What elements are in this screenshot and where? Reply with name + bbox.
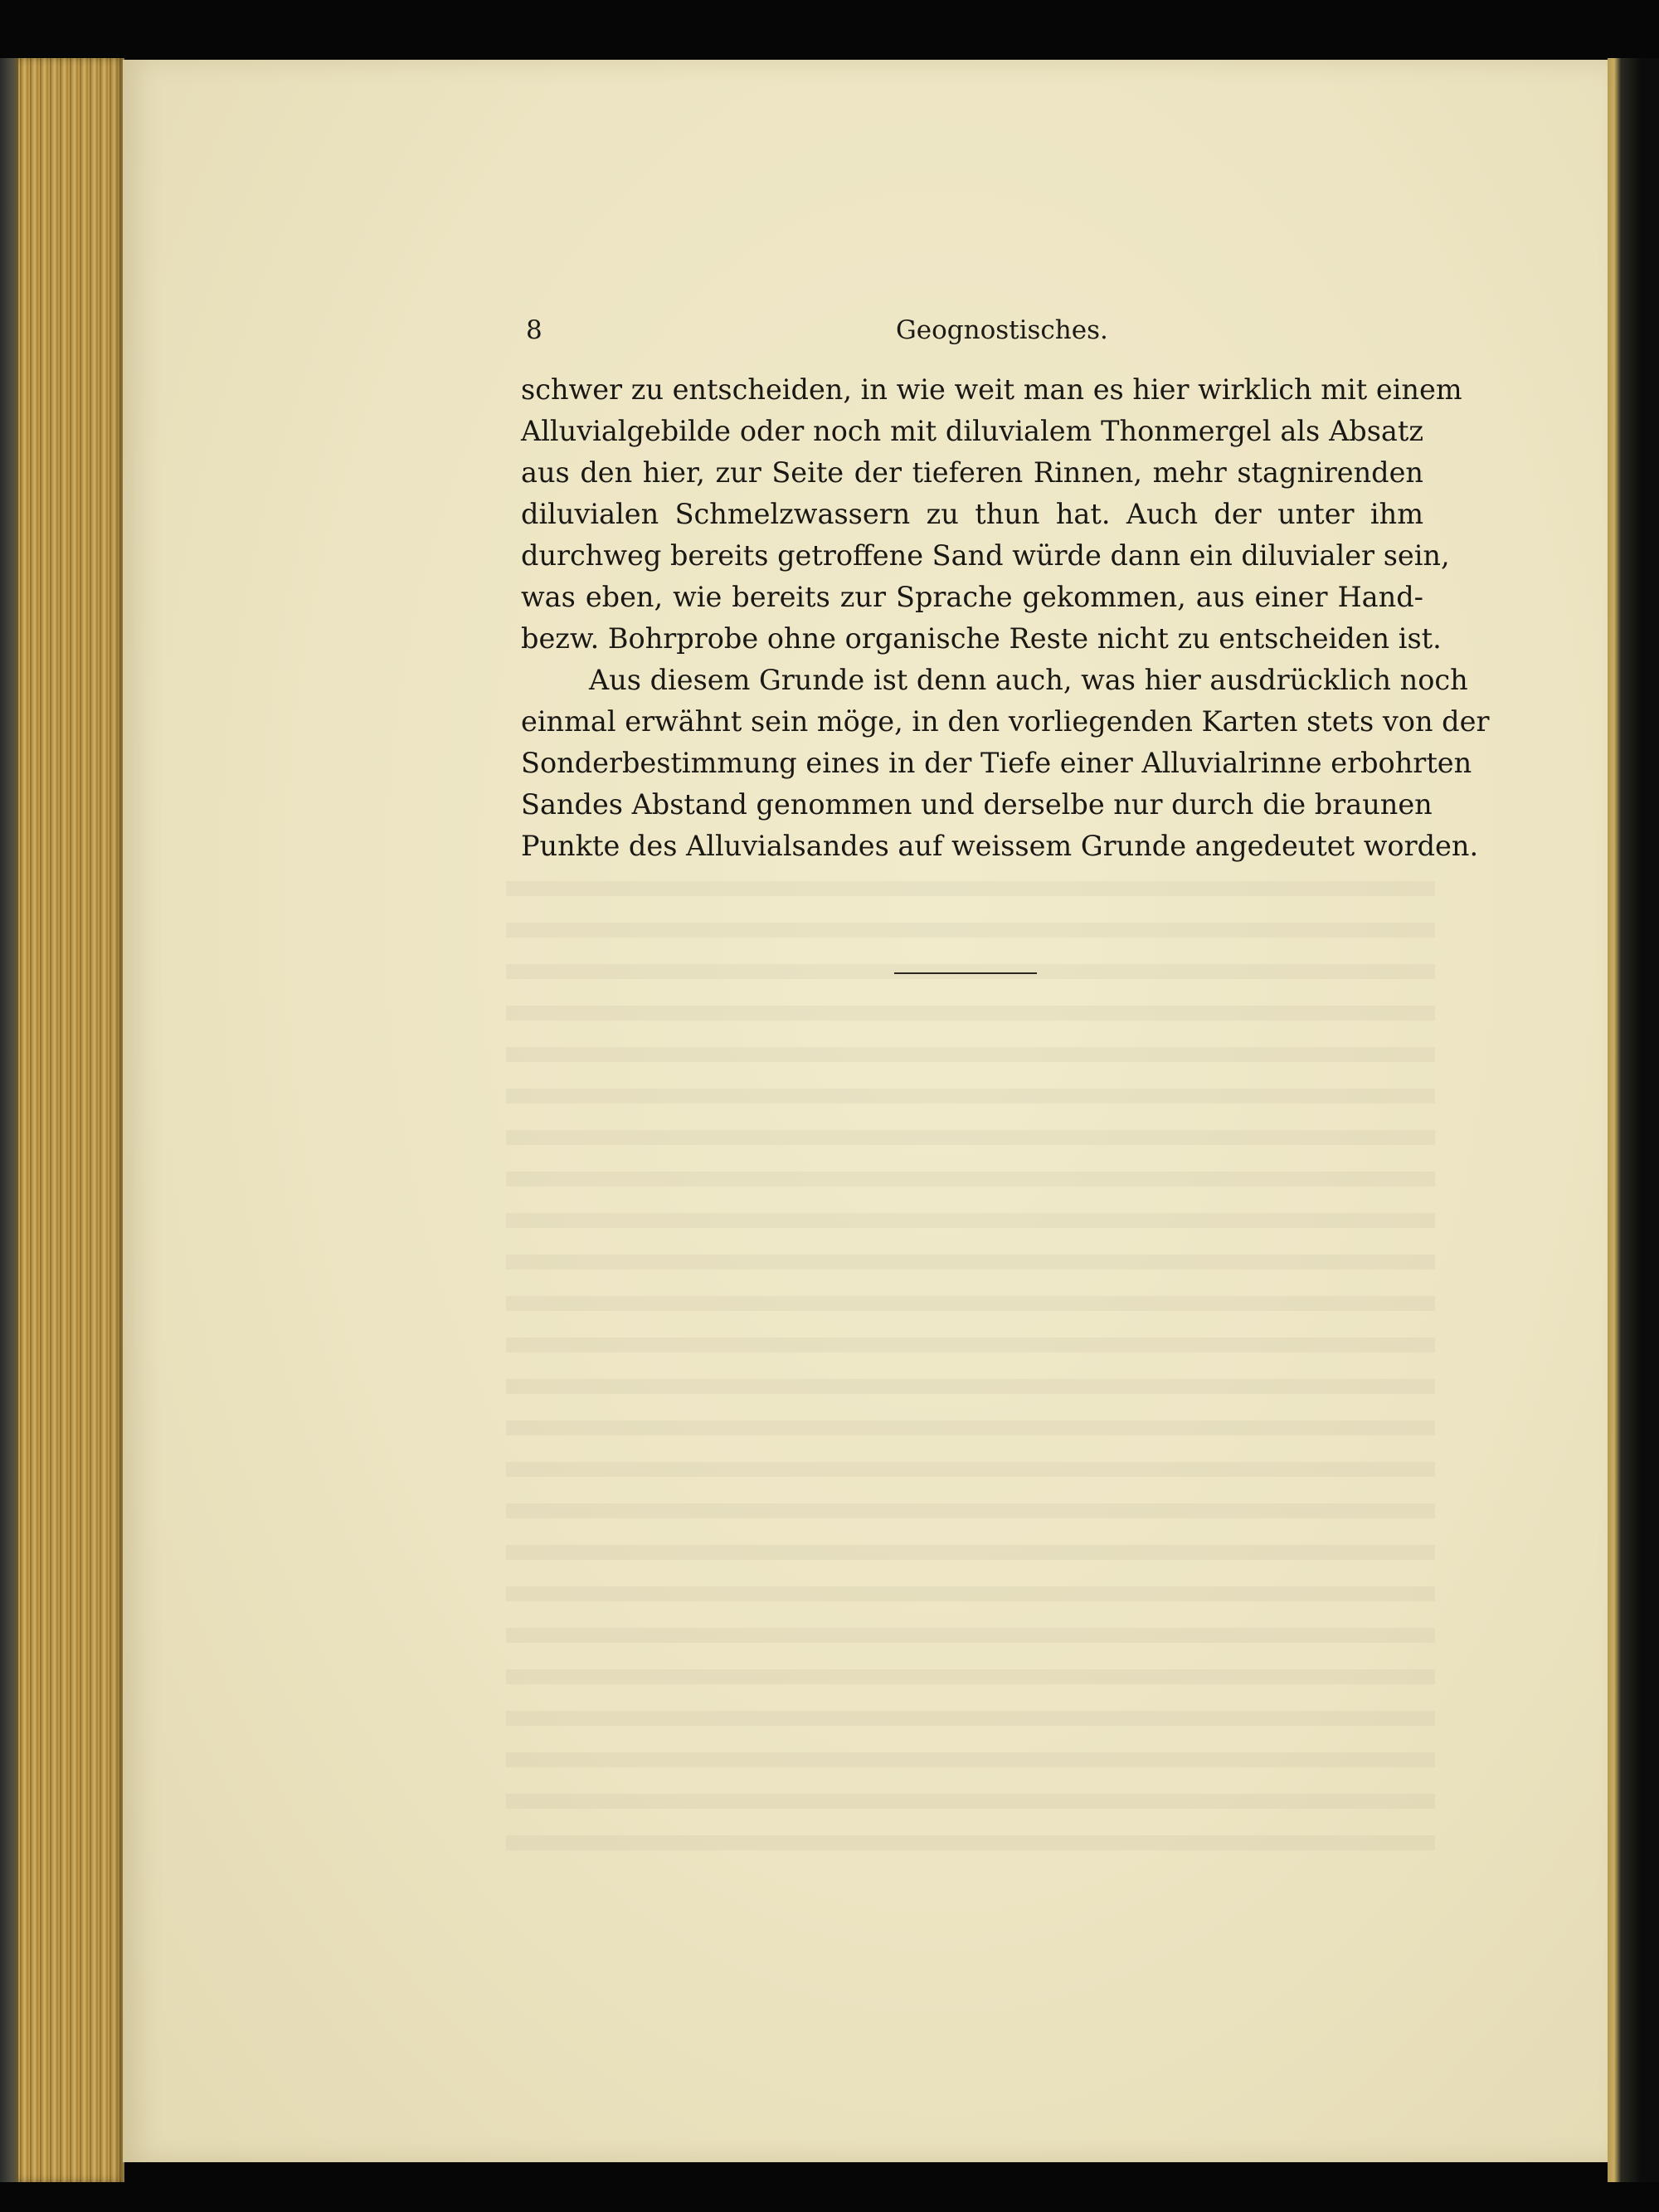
text-line: Punkte des Alluvialsandes auf weissem Grunde angedeutet worden.	[521, 830, 1479, 862]
text-line: Sonderbestimmung eines in der Tiefe einer Alluvialrinne erbohrten	[521, 747, 1472, 779]
text-line: schwer zu entscheiden, in wie weit man es hier wirklich mit einem	[521, 373, 1462, 406]
bleed-through-texture	[506, 863, 1435, 1859]
text-line: einmal erwähnt sein möge, in den vorliegenden Karten stets von der	[521, 705, 1490, 738]
text-line: Alluvialgebilde oder noch mit diluvialem Thonmergel als Absatz	[521, 415, 1423, 447]
text-line: diluvialen Schmelzwassern zu thun hat. Auch der unter ihm	[521, 498, 1423, 530]
text-line: aus den hier, zur Seite der tieferen Rinnen, mehr stagnirenden	[521, 456, 1423, 489]
body-text	[521, 369, 1490, 867]
page-number: 8	[526, 315, 542, 345]
text-line: bezw. Bohrprobe ohne organische Reste nicht zu entscheiden ist.	[521, 622, 1442, 655]
text-line: durchweg bereits getroffene Sand würde dann ein diluvialer sein,	[521, 539, 1450, 572]
right-page-edge	[1608, 58, 1659, 2182]
text-line: Aus diesem Grunde ist denn auch, was hier ausdrücklich noch	[589, 664, 1468, 696]
stacked-page-edges	[0, 58, 124, 2182]
running-title: Geognostisches.	[896, 315, 1108, 345]
paragraph-2	[521, 660, 1490, 867]
text-line: Sandes Abstand genommen und derselbe nur durch die braunen	[521, 788, 1433, 821]
section-end-rule	[894, 972, 1037, 974]
paragraph-1	[521, 369, 1462, 660]
text-line: was eben, wie bereits zur Sprache gekommen, aus einer Hand-	[521, 581, 1423, 613]
